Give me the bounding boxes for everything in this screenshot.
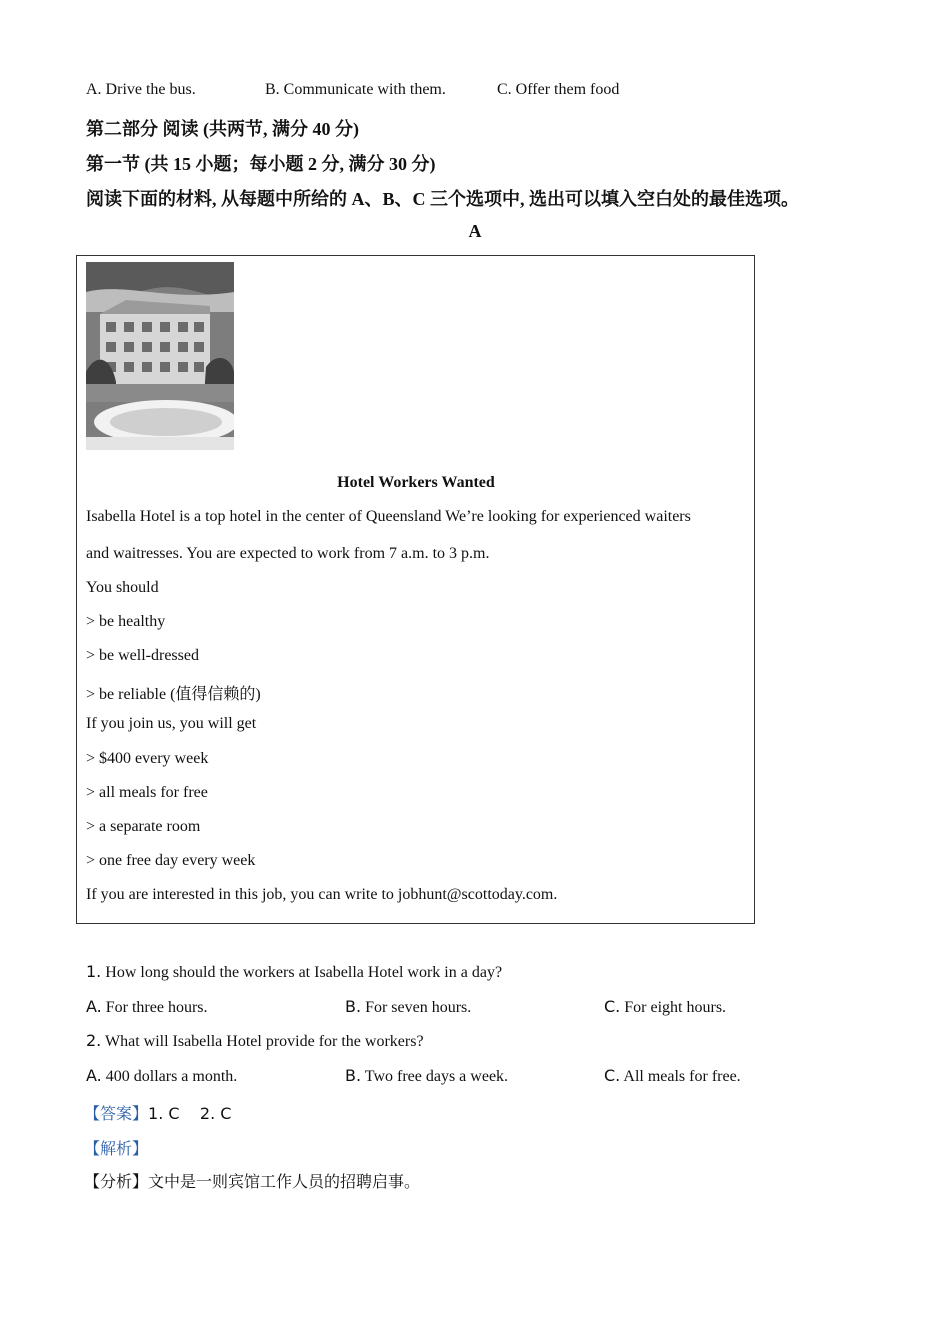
ad-get-item: > one free day every week <box>86 852 256 869</box>
option-text: For seven hours. <box>365 999 472 1016</box>
ad-intro-line-2: and waitresses. You are expected to work from 7 a.m. to 3 p.m. <box>86 545 490 562</box>
question-1 <box>86 962 502 982</box>
question-text: How long should the workers at Isabella Hotel work in a day? <box>105 964 503 981</box>
ad-title: Hotel Workers Wanted <box>337 474 495 491</box>
answer-line <box>84 1101 231 1124</box>
q1-option-c <box>604 997 726 1017</box>
ad-should-item: > be well-dressed <box>86 647 199 664</box>
section-instruction: 阅读下面的材料, 从每题中所给的 A、B、C 三个选项中, 选出可以填入空白处的最佳选项。 <box>86 189 800 209</box>
answer-value: 1. C 2. C <box>148 1104 232 1123</box>
passage-letter: A <box>468 221 482 241</box>
prev-option-a: A. Drive the bus. <box>86 81 196 98</box>
ad-get-item: > $400 every week <box>86 750 209 767</box>
q2-option-c <box>604 1066 741 1086</box>
question-text: What will Isabella Hotel provide for the workers? <box>104 1033 424 1050</box>
prev-option-c: C. Offer them food <box>497 81 620 98</box>
option-letter: B. <box>345 1066 362 1085</box>
hotel-building-image <box>86 262 234 450</box>
hotel-photo <box>86 262 234 450</box>
option-letter: B. <box>345 997 362 1016</box>
ad-get-item: > a separate room <box>86 818 201 835</box>
question-number: 1. <box>86 962 102 981</box>
ad-contact: If you are interested in this job, you can write to jobhunt@scottoday.com. <box>86 886 558 903</box>
q2-option-a <box>86 1066 237 1086</box>
prev-option-b: B. Communicate with them. <box>265 81 446 98</box>
ad-should-item: > be reliable (值得信赖的) <box>86 686 261 703</box>
option-text: Two free days a week. <box>364 1068 509 1085</box>
section-part-heading: 第二部分 阅读 (共两节, 满分 40 分) <box>86 119 359 139</box>
ad-should-label: You should <box>86 579 159 596</box>
question-number: 2. <box>86 1031 102 1050</box>
option-letter: C. <box>604 1066 621 1085</box>
q2-option-b <box>345 1066 508 1086</box>
q1-option-a <box>86 997 208 1017</box>
option-text: For eight hours. <box>624 999 727 1016</box>
ad-intro-line-1: Isabella Hotel is a top hotel in the center of Queensland We’re looking for experienced waiters <box>86 508 691 525</box>
section-sub-heading: 第一节 (共 15 小题；每小题 2 分, 满分 30 分) <box>86 154 436 174</box>
ad-get-item: > all meals for free <box>86 784 208 801</box>
question-2 <box>86 1031 424 1051</box>
option-letter: C. <box>604 997 621 1016</box>
option-text: 400 dollars a month. <box>105 1068 238 1085</box>
analysis-label <box>84 1136 148 1159</box>
option-text: All meals for free. <box>623 1068 741 1085</box>
analysis-summary: 【分析】文中是一则宾馆工作人员的招聘启事。 <box>84 1174 421 1191</box>
q1-option-b <box>345 997 471 1017</box>
ad-should-item: > be healthy <box>86 613 166 630</box>
option-text: For three hours. <box>105 999 208 1016</box>
option-letter: A. <box>86 1066 102 1085</box>
answer-label: 【答案】 <box>84 1104 149 1123</box>
ad-get-label: If you join us, you will get <box>86 715 257 732</box>
analysis-label-text: 【解析】 <box>84 1139 149 1158</box>
option-letter: A. <box>86 997 102 1016</box>
